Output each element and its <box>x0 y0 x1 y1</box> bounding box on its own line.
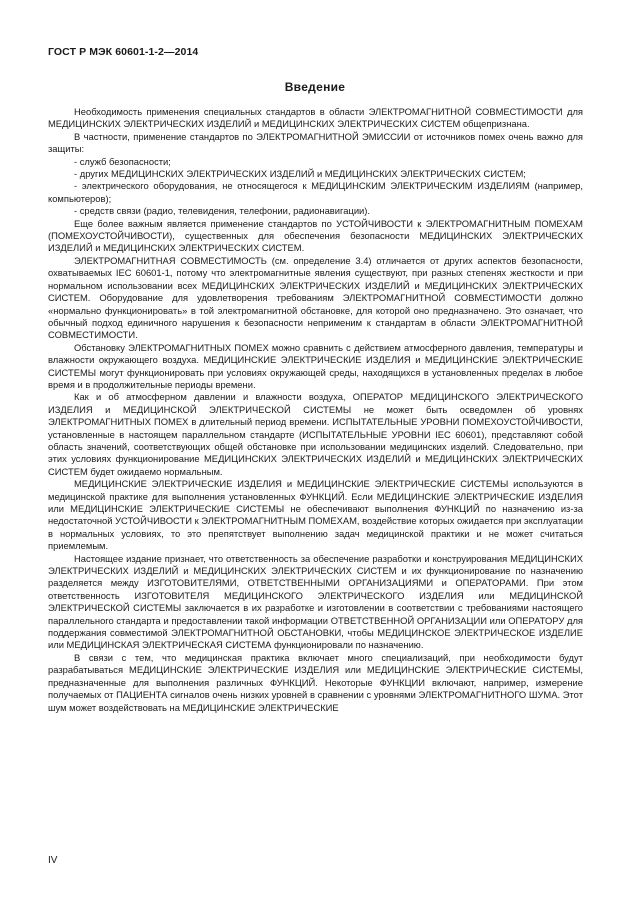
paragraph: МЕДИЦИНСКИЕ ЭЛЕКТРИЧЕСКИЕ ИЗДЕЛИЯ и МЕДИЦИНСКИЕ ЭЛЕКТРИЧЕСКИЕ СИСТЕМЫ используются в медицинской практике для выполнения установленных ФУНКЦИЙ. Если МЕДИЦИНСКИЕ ЭЛЕКТРИЧЕСКИЕ ИЗДЕЛИЯ или МЕДИЦИНСКИЕ ЭЛЕКТРИЧЕСКИЕ СИСТЕМЫ не обеспечивают выполнения ФУНКЦИЙ по назначению из-за недостаточной УСТОЙЧИВОСТИ к ЭЛЕКТРОМАГНИТНЫМ ПОМЕХАМ, воздействие которых ожидается при эксплуатации в нормальных условиях, то это препятствует выполнению задач медицинской практики и не может считаться приемлемым. <box>48 478 583 552</box>
section-title: Введение <box>284 80 346 94</box>
list-item: - средств связи (радио, телевидения, телефонии, радионавигации). <box>74 205 371 217</box>
list-item: - электрического оборудования, не относящегося к МЕДИЦИНСКИМ ЭЛЕКТРИЧЕСКИМ ИЗДЕЛИЯМ (например, компьютеров); <box>48 180 583 204</box>
paragraph: Еще более важным является применение стандартов по УСТОЙЧИВОСТИ к ЭЛЕКТРОМАГНИТНЫМ ПОМЕХАМ (ПОМЕХОУСТОЙЧИВОСТИ), существенных для обеспечения безопасности МЕДИЦИНСКИХ ЭЛЕКТРИЧЕСКИХ ИЗДЕЛИЙ и МЕДИЦИНСКИХ ЭЛЕКТРИЧЕСКИХ СИСТЕМ. <box>48 217 583 254</box>
list-item: - других МЕДИЦИНСКИХ ЭЛЕКТРИЧЕСКИХ ИЗДЕЛИЙ и МЕДИЦИНСКИХ ЭЛЕКТРИЧЕСКИХ СИСТЕМ; <box>74 168 526 180</box>
paragraph: Необходимость применения специальных стандартов в области ЭЛЕКТРОМАГНИТНОЙ СОВМЕСТИМОСТИ для МЕДИЦИНСКИХ ЭЛЕКТРИЧЕСКИХ ИЗДЕЛИЙ и МЕДИЦИНСКИХ ЭЛЕКТРИЧЕСКИХ СИСТЕМ общепризнана. <box>48 106 583 130</box>
paragraph: В частности, применение стандартов по ЭЛЕКТРОМАГНИТНОЙ ЭМИССИИ от источников помех очень важно для защиты: <box>48 130 583 155</box>
body-text <box>48 106 583 714</box>
list-item: - служб безопасности; <box>74 155 171 167</box>
paragraph: ЭЛЕКТРОМАГНИТНАЯ СОВМЕСТИМОСТЬ (см. определение 3.4) отличается от других аспектов безопасности, охватываемых IEC 60601-1, потому что электромагнитные явления существуют, при разных степенях жесткости и при нормальном использовании всех МЕДИЦИНСКИХ ЭЛЕКТРИЧЕСКИХ ИЗДЕЛИЙ и МЕДИЦИНСКИХ ЭЛЕКТРИЧЕСКИХ СИСТЕМ. Оборудование для удовлетворения требованиям ЭЛЕКТРОМАГНИТНОЙ СОВМЕСТИМОСТИ должно «нормально функционировать» в той электромагнитной обстановке, для которой оно предназначено. Это означает, что обычный подход единичного нарушения к безопасности неприменим к стандартам в области ЭЛЕКТРОМАГНИТНОЙ СОВМЕСТИМОСТИ. <box>48 254 583 341</box>
paragraph: Как и об атмосферном давлении и влажности воздуха, ОПЕРАТОР МЕДИЦИНСКОГО ЭЛЕКТРИЧЕСКОГО ИЗДЕЛИЯ и МЕДИЦИНСКОЙ ЭЛЕКТРИЧЕСКОЙ СИСТЕМЫ не может быть осведомлен об уровнях ЭЛЕКТРОМАГНИТНЫХ ПОМЕХ в длительный период времени. ИСПЫТАТЕЛЬНЫЕ УРОВНИ ПОМЕХОУСТОЙЧИВОСТИ, установленные в настоящем параллельном стандарте (ИСПЫТАТЕЛЬНЫЕ УРОВНИ IEC 60601), представляют собой область значений, соответствующих общей обстановке при использовании медицинских изделий. Следовательно, при этих условиях функционирование МЕДИЦИНСКИХ ЭЛЕКТРИЧЕСКИХ ИЗДЕЛИЙ и МЕДИЦИНСКИХ ЭЛЕКТРИЧЕСКИХ СИСТЕМ будет ожидаемо нормальным. <box>48 391 583 477</box>
page-number: IV <box>48 855 58 866</box>
paragraph: В связи с тем, что медицинская практика включает много специализаций, при необходимости будут разрабатываться МЕДИЦИНСКИЕ ЭЛЕКТРИЧЕСКИЕ ИЗДЕЛИЯ или МЕДИЦИНСКИЕ ЭЛЕКТРИЧЕСКИЕ СИСТЕМЫ, предназначенные для выполнения различных ФУНКЦИЙ. Некоторые ФУНКЦИИ включают, например, измерение получаемых от ПАЦИЕНТА сигналов очень низких уровней в сравнении с уровнями ЭЛЕКТРОМАГНИТНОГО ШУМА. Этот шум может воздействовать на МЕДИЦИНСКИЕ ЭЛЕКТРИЧЕСКИЕ <box>48 651 583 713</box>
document-code: ГОСТ Р МЭК 60601-1-2—2014 <box>48 46 199 58</box>
paragraph: Настоящее издание признает, что ответственность за обеспечение разработки и конструирования МЕДИЦИНСКИХ ЭЛЕКТРИЧЕСКИХ ИЗДЕЛИЙ и МЕДИЦИНСКИХ ЭЛЕКТРИЧЕСКИХ СИСТЕМ и их функционирование по назначению разделяется между ИЗГОТОВИТЕЛЯМИ, ОТВЕТСТВЕННЫМИ ОРГАНИЗАЦИЯМИ и ОПЕРАТОРАМИ. При этом ответственность ИЗГОТОВИТЕЛЯ МЕДИЦИНСКОГО ЭЛЕКТРИЧЕСКОГО ИЗДЕЛИЯ или МЕДИЦИНСКОЙ ЭЛЕКТРИЧЕСКОЙ СИСТЕМЫ заключается в их разработке и изготовлении в соответствии с требованиями настоящего параллельного стандарта и предоставлении такой информации ОТВЕТСТВЕННОЙ ОРГАНИЗАЦИИ или ОПЕРАТОРУ для поддержания совместимой ЭЛЕКТРОМАГНИТНОЙ ОБСТАНОВКИ, чтобы МЕДИЦИНСКОЕ ЭЛЕКТРИЧЕСКОЕ ИЗДЕЛИЕ или МЕДИЦИНСКАЯ ЭЛЕКТРИЧЕСКАЯ СИСТЕМА функционировали по назначению. <box>48 552 583 651</box>
paragraph: Обстановку ЭЛЕКТРОМАГНИТНЫХ ПОМЕХ можно сравнить с действием атмосферного давления, температуры и влажности окружающего воздуха. МЕДИЦИНСКИЕ ЭЛЕКТРИЧЕСКИЕ ИЗДЕЛИЯ и МЕДИЦИНСКИЕ ЭЛЕКТРИЧЕСКИЕ СИСТЕМЫ могут функционировать при условиях окружающей среды, находящихся в установленных пределах в любое время и в продолжительные периоды времени. <box>48 341 583 390</box>
